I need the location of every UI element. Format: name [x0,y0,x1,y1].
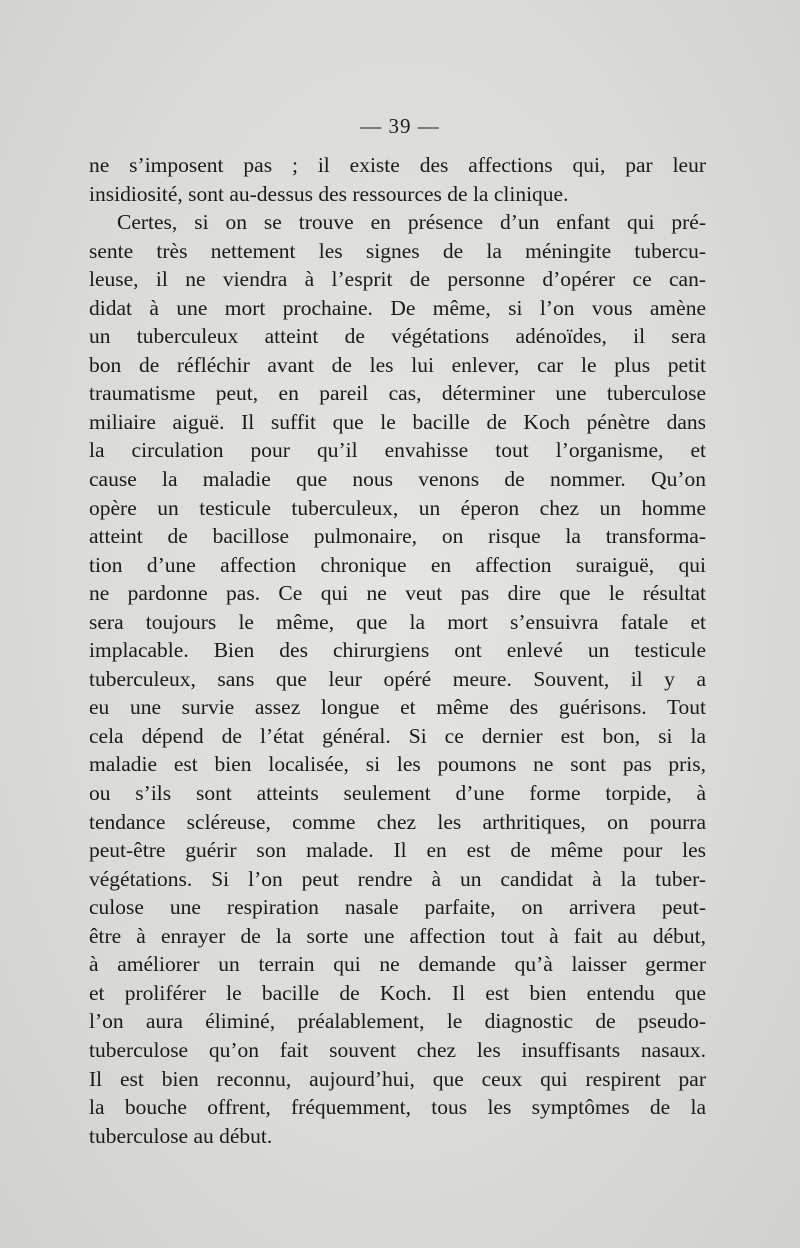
text-line: cause la maladie que nous venons de nommer. Qu’on [89,467,706,492]
text-line: tendance scléreuse, comme chez les arthritiques, on pourra [89,809,706,834]
text-line: végétations. Si l’on peut rendre à un candidat à la tuber- [89,866,706,891]
text-line: leuse, il ne viendra à l’esprit de personne d’opérer ce can- [89,267,706,292]
text-line: didat à une mort prochaine. De même, si l’on vous amène [89,295,706,320]
text-line: un tuberculeux atteint de végétations adénoïdes, il sera [89,324,706,349]
text-line: sente très nettement les signes de la méningite tubercu- [89,238,706,263]
text-line: l’on aura éliminé, préalablement, le diagnostic de pseudo- [89,1009,706,1034]
text-line: opère un testicule tuberculeux, un éperon chez un homme [89,495,706,520]
text-line: atteint de bacillose pulmonaire, on risque la transforma- [89,524,706,549]
text-line: traumatisme peut, en pareil cas, déterminer une tuberculose [89,381,706,406]
page-number: — 39 — [360,114,440,138]
text-line: Il est bien reconnu, aujourd’hui, que ceux qui respirent par [89,1066,706,1091]
text-line: et proliférer le bacille de Koch. Il est bien entendu que [89,980,706,1005]
text-line: tuberculeux, sans que leur opéré meure. Souvent, il y a [89,666,706,691]
text-line: tuberculose au début. [89,1123,273,1148]
text-line: ne pardonne pas. Ce qui ne veut pas dire que le résultat [89,581,706,606]
text-line: insidiosité, sont au-dessus des ressources de la clinique. [89,181,569,206]
text-line: culose une respiration nasale parfaite, on arrivera peut- [89,895,706,920]
text-line: peut-être guérir son malade. Il en est de même pour les [89,838,706,863]
text-line: la bouche offrent, fréquemment, tous les symptômes de la [89,1095,706,1120]
text-line: tuberculose qu’on fait souvent chez les insuffisants nasaux. [89,1037,706,1062]
text-line: miliaire aiguë. Il suffit que le bacille de Koch pénètre dans [89,409,706,434]
text-line: Certes, si on se trouve en présence d’un enfant qui pré- [117,210,706,235]
text-line: implacable. Bien des chirurgiens ont enlevé un testicule [89,638,706,663]
text-line: tion d’une affection chronique en affection suraiguë, qui [89,552,706,577]
text-line: ou s’ils sont atteints seulement d’une forme torpide, à [89,781,706,806]
text-line: à améliorer un terrain qui ne demande qu’à laisser germer [89,952,706,977]
text-line: cela dépend de l’état général. Si ce dernier est bon, si la [89,723,706,748]
text-line: eu une survie assez longue et même des guérisons. Tout [89,695,706,720]
text-line: sera toujours le même, que la mort s’ensuivra fatale et [89,609,706,634]
text-line: la circulation pour qu’il envahisse tout l’organisme, et [89,438,706,463]
text-line: être à enrayer de la sorte une affection tout à fait au début, [89,923,706,948]
text-line: ne s’imposent pas ; il existe des affections qui, par leur [89,153,706,177]
text-line: bon de réfléchir avant de les lui enlever, car le plus petit [89,352,706,377]
text-line: maladie est bien localisée, si les poumons ne sont pas pris, [89,752,706,777]
body-text [89,151,706,1150]
